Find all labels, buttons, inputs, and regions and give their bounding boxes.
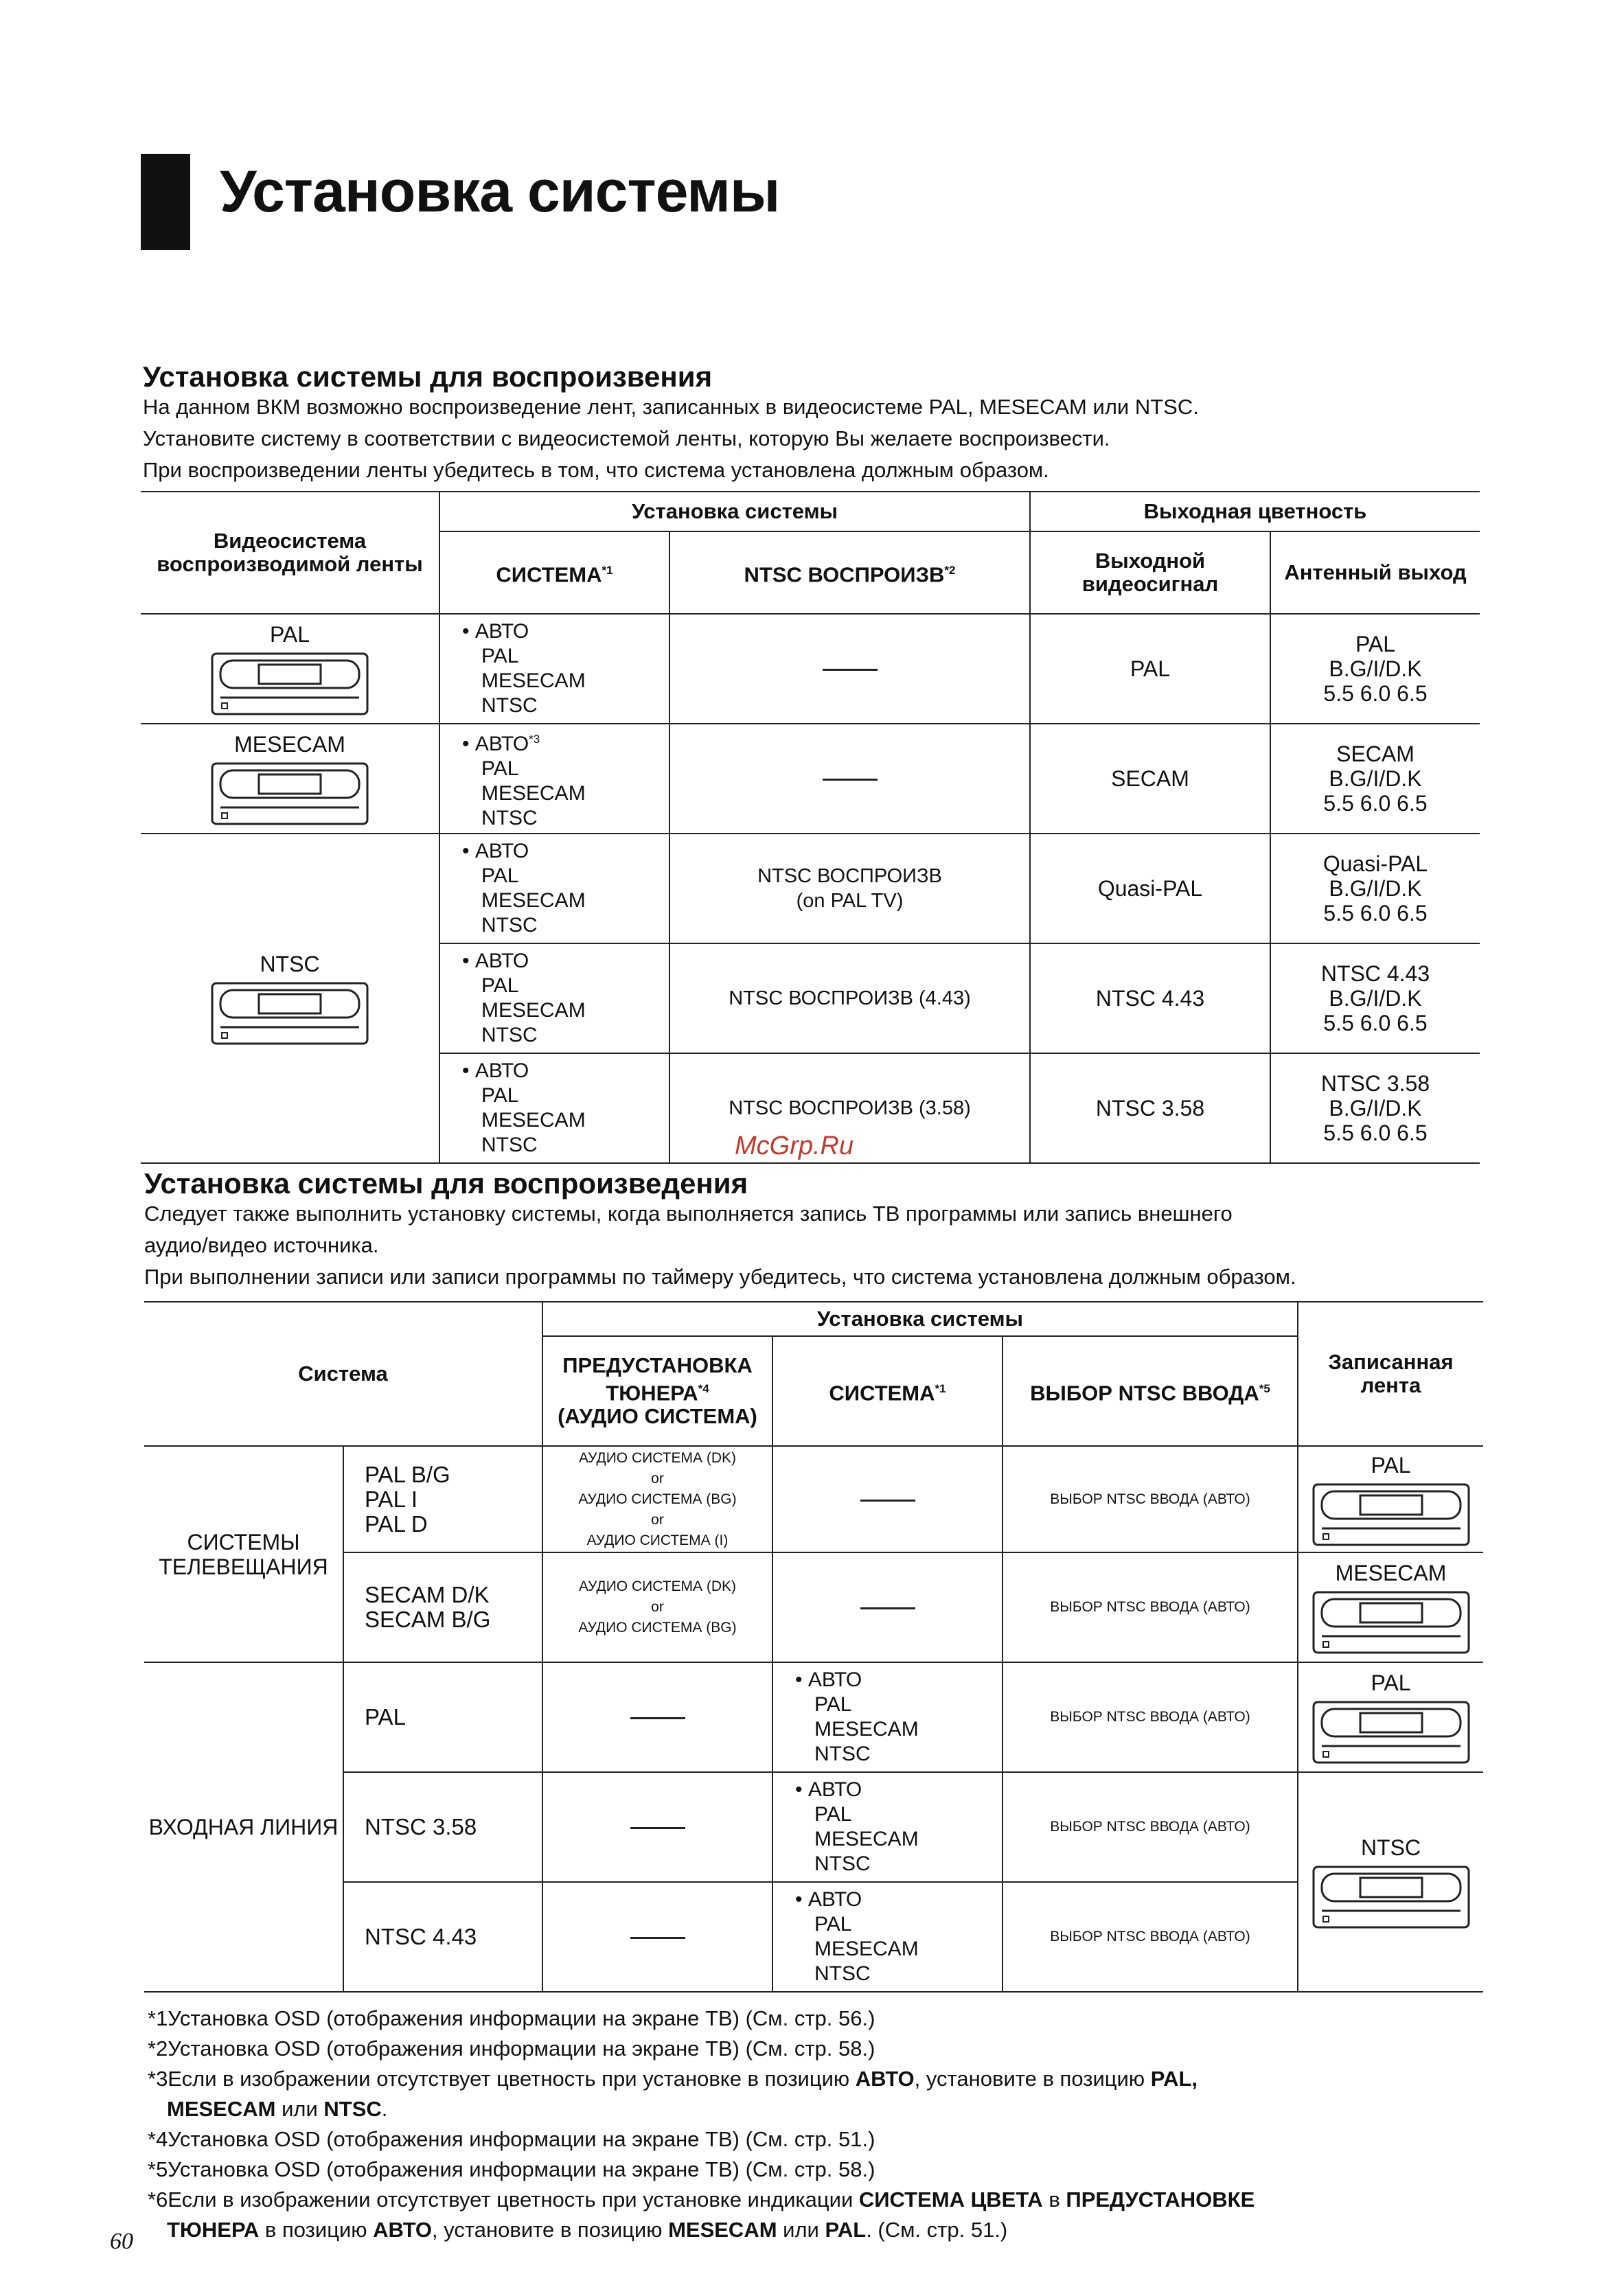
- footnote-1: *1Установка OSD (отображения информации на экране ТВ) (См. стр. 56.): [148, 2006, 875, 2030]
- tuner-cell: [542, 1662, 772, 1772]
- footnote-6: *6Если в изображении отсутствует цветность при установке индикации СИСТЕМА ЦВЕТА в ПРЕДУСТАНОВКЕ: [148, 2188, 1255, 2212]
- cassette-icon: [1312, 1866, 1470, 1929]
- ntsc-play-cell: NTSC ВОСПРОИЗВ (on PAL TV): [669, 834, 1030, 943]
- footnote-2: *2Установка OSD (отображения информации на экране ТВ) (См. стр. 58.): [148, 2036, 875, 2060]
- group-line: ВХОДНАЯ ЛИНИЯ: [144, 1662, 343, 1992]
- system-options: • АВТО PAL MESECAM NTSC: [439, 834, 669, 943]
- header-system: Система: [144, 1302, 542, 1446]
- system-options: • АВТО PAL MESECAM NTSC: [439, 943, 669, 1053]
- tuner-cell: [542, 1772, 772, 1882]
- ntsc-input-cell: ВЫБОР NTSC ВВОДА (АВТО): [1003, 1882, 1298, 1992]
- video-out-cell: NTSC 4.43: [1030, 943, 1270, 1053]
- ntsc-play-cell: NTSC ВОСПРОИЗВ (3.58): [669, 1053, 1030, 1163]
- tape-cell-pal: PAL: [1298, 1662, 1483, 1772]
- section2-heading: Установка системы для воспроизведения: [144, 1167, 748, 1199]
- tape-cell-pal: PAL: [1298, 1446, 1483, 1552]
- tape-cell-pal: PAL: [141, 614, 439, 724]
- antenna-out-cell: NTSC 4.43 B.G/I/D.K 5.5 6.0 6.5: [1270, 943, 1480, 1053]
- system-options: • АВТО PAL MESECAM NTSC: [439, 1053, 669, 1163]
- page-number: 60: [110, 2229, 133, 2254]
- sys-cell: [772, 1552, 1003, 1662]
- watermark: McGrp.Ru: [735, 1132, 854, 1160]
- table-row: [144, 1446, 1483, 1552]
- cassette-icon: [211, 982, 369, 1045]
- header-recorded-tape: Записанная лента: [1298, 1302, 1483, 1446]
- group-tv: СИСТЕМЫ ТЕЛЕВЕЩАНИЯ: [144, 1446, 343, 1662]
- table-row: [144, 1882, 1483, 1992]
- footnote-6-cont: ТЮНЕРА в позицию АВТО, установите в позицию MESECAM или PAL. (См. стр. 51.): [167, 2218, 1008, 2242]
- tape-cell-mesecam: MESECAM: [141, 724, 439, 834]
- tv-systems-2: SECAM D/K SECAM B/G: [343, 1552, 542, 1662]
- antenna-out-cell: NTSC 3.58 B.G/I/D.K 5.5 6.0 6.5: [1270, 1053, 1480, 1163]
- system-options: • АВТО$^{*3}$ PAL MESECAM NTSC: [439, 724, 669, 834]
- footnote-4: *4Установка OSD (отображения информации на экране ТВ) (См. стр. 51.): [148, 2127, 875, 2151]
- tape-cell-ntsc: NTSC: [1298, 1772, 1483, 1992]
- header-tape-system: Видеосистема воспроизводимой ленты: [141, 492, 439, 614]
- system-options: • АВТО PAL MESECAM NTSC: [439, 614, 669, 724]
- antenna-out-cell: PAL B.G/I/D.K 5.5 6.0 6.5: [1270, 614, 1480, 724]
- audio-system-options: АУДИО СИСТЕМА (DK) or АУДИО СИСТЕМА (BG) or АУДИО СИСТЕМА (I): [542, 1446, 772, 1552]
- table-row: [144, 1552, 1483, 1662]
- cassette-icon: [211, 762, 369, 825]
- section1-heading: Установка системы для воспроизвения: [143, 360, 713, 393]
- system-options: • АВТО PAL MESECAM NTSC: [772, 1772, 1003, 1882]
- footnote-3: *3Если в изображении отсутствует цветность при установке в позицию АВТО, установите в позицию PAL,: [148, 2067, 1198, 2091]
- cassette-icon: [1312, 1591, 1470, 1654]
- antenna-out-cell: Quasi-PAL B.G/I/D.K 5.5 6.0 6.5: [1270, 834, 1480, 943]
- tape-cell-ntsc: NTSC: [141, 834, 439, 1163]
- tape-cell-mesecam: MESECAM: [1298, 1552, 1483, 1662]
- ntsc-input-cell: ВЫБОР NTSC ВВОДА (АВТО): [1003, 1772, 1298, 1882]
- table-row: [141, 614, 1480, 724]
- header-setup-group: Установка системы: [542, 1302, 1298, 1336]
- ntsc-input-cell: ВЫБОР NTSC ВВОДА (АВТО): [1003, 1662, 1298, 1772]
- system-options: • АВТО PAL MESECAM NTSC: [772, 1882, 1003, 1992]
- audio-system-options: АУДИО СИСТЕМА (DK) or АУДИО СИСТЕМА (BG): [542, 1552, 772, 1662]
- header-sys: СИСТЕМА$^{*1}$: [772, 1336, 1003, 1446]
- header-antenna-out: Антенный выход: [1270, 531, 1480, 614]
- header-video-out: Выходной видеосигнал: [1030, 531, 1270, 614]
- header-tuner-preset: ПРЕДУСТАНОВКА ТЮНЕРА$^{*4}$ (АУДИО СИСТЕМА): [542, 1336, 772, 1446]
- table-row: [144, 1772, 1483, 1882]
- table-row: [144, 1662, 1483, 1772]
- tuner-cell: [542, 1882, 772, 1992]
- line-ntsc443: NTSC 4.43: [343, 1882, 542, 1992]
- sys-cell: [772, 1446, 1003, 1552]
- table-row: [141, 724, 1480, 834]
- ntsc-play-cell: NTSC ВОСПРОИЗВ (4.43): [669, 943, 1030, 1053]
- footnote-5: *5Установка OSD (отображения информации на экране ТВ) (См. стр. 58.): [148, 2157, 875, 2181]
- recording-system-table: [144, 1301, 1483, 1993]
- footnote-3-cont: MESECAM или NTSC.: [167, 2097, 388, 2121]
- header-setup-group: Установка системы: [439, 492, 1030, 531]
- line-ntsc358: NTSC 3.58: [343, 1772, 542, 1882]
- ntsc-input-cell: ВЫБОР NTSC ВВОДА (АВТО): [1003, 1552, 1298, 1662]
- section1-intro: На данном ВКМ возможно воспроизведение лент, записанных в видеосистеме PAL, MESECAM или NTSC. Установите систему в соответствии с видеосистемой ленты, которую Вы желаете воспроизвести. При воспроизведении ленты убедитесь в том, что система установлена должным образом.: [143, 395, 1199, 482]
- cassette-icon: [211, 652, 369, 715]
- video-out-cell: NTSC 3.58: [1030, 1053, 1270, 1163]
- video-out-cell: Quasi-PAL: [1030, 834, 1270, 943]
- header-output-group: Выходная цветность: [1030, 492, 1480, 531]
- table-row: [141, 834, 1480, 943]
- system-options: • АВТО PAL MESECAM NTSC: [772, 1662, 1003, 1772]
- section2-intro: Следует также выполнить установку системы, когда выполняется запись ТВ программы или запись внешнего аудио/видео источника. При выполнении записи или записи программы по таймеру убедитесь, что система установлена должным образом.: [144, 1202, 1296, 1289]
- cassette-icon: [1312, 1483, 1470, 1546]
- page-title: Установка системы: [220, 159, 780, 225]
- ntsc-play-cell: [669, 614, 1030, 724]
- video-out-cell: SECAM: [1030, 724, 1270, 834]
- header-ntsc-input: ВЫБОР NTSC ВВОДА$^{*5}$: [1003, 1336, 1298, 1446]
- footnotes: [148, 2004, 1255, 2245]
- video-out-cell: PAL: [1030, 614, 1270, 724]
- ntsc-play-cell: [669, 724, 1030, 834]
- title-marker: [141, 154, 190, 250]
- antenna-out-cell: SECAM B.G/I/D.K 5.5 6.0 6.5: [1270, 724, 1480, 834]
- cassette-icon: [1312, 1701, 1470, 1764]
- playback-system-table: [141, 491, 1480, 1164]
- header-ntsc-playback: NTSC ВОСПРОИЗВ$^{*2}$: [669, 531, 1030, 614]
- line-pal: PAL: [343, 1662, 542, 1772]
- tv-systems-1: PAL B/G PAL I PAL D: [343, 1446, 542, 1552]
- header-system: СИСТЕМА$^{*1}$: [439, 531, 669, 614]
- ntsc-input-cell: ВЫБОР NTSC ВВОДА (АВТО): [1003, 1446, 1298, 1552]
